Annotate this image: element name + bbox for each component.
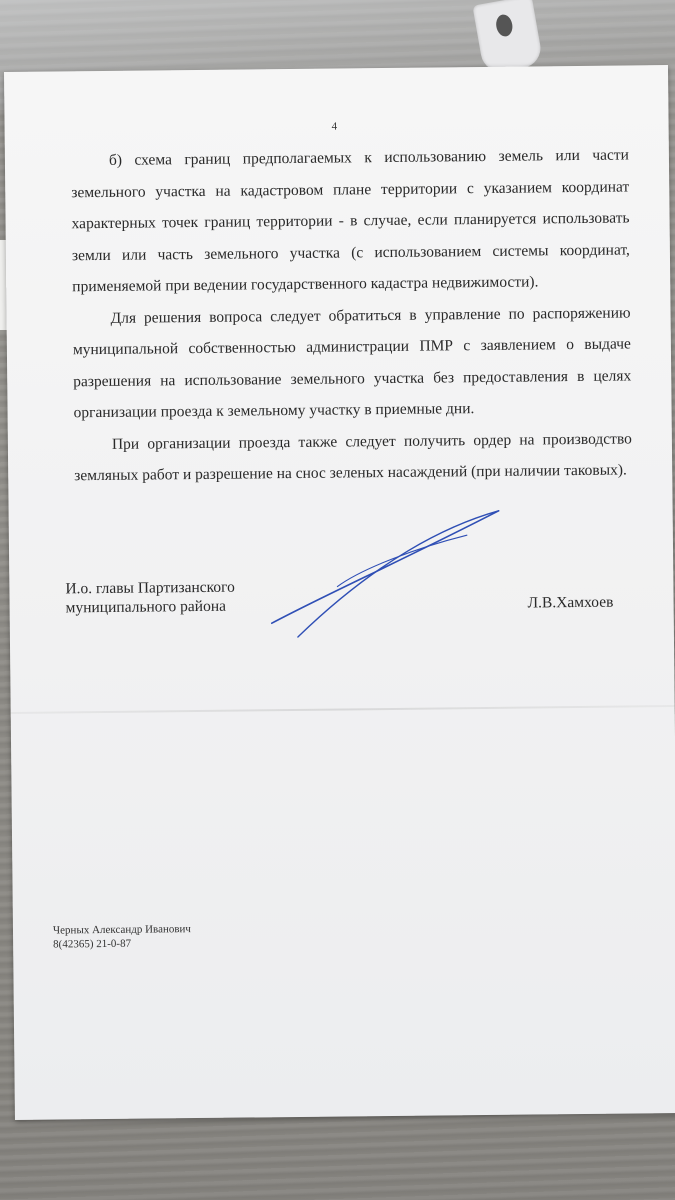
paragraph-scheme: б) схема границ предполагаемых к использованию земель или части земельного участка на кадастровом плане территории с указанием координат характерных точек границ территории - в случае, если планируется использовать земли или часть земельного участка (с использованием системы координат, применяемой при ведении государственного кадастра недвижимости). [71, 146, 630, 296]
executor-contact [53, 922, 191, 951]
document-page [4, 65, 675, 1120]
signatory-position-line1: И.о. главы Партизанского [65, 578, 235, 598]
fold-crease [11, 705, 675, 714]
clip-hole [495, 13, 515, 37]
signatory-position [65, 578, 235, 618]
executor-phone: 8(42365) 21-0-87 [53, 937, 132, 951]
signatory-position-line2: муниципального района [65, 597, 227, 617]
paragraph-permits: При организации проезда также следует получить ордер на производство земляных работ и разрешение на снос зеленых насаждений (при наличии таковых). [74, 429, 632, 485]
paragraph-contact-department: Для решения вопроса следует обратиться в управление по распоряжению муниципальной собственностью администрации ПМР с заявлением о выдаче разрешения на использование земельного участка без предоставления в целях организации проезда к земельному участку в приемные дни. [72, 303, 632, 422]
signatory-name: Л.В.Хамхоев [527, 593, 614, 612]
page-number: 4 [331, 120, 338, 133]
executor-name: Черных Александр Иванович [52, 923, 192, 937]
letter-body [71, 139, 633, 491]
handwritten-signature [267, 507, 508, 640]
